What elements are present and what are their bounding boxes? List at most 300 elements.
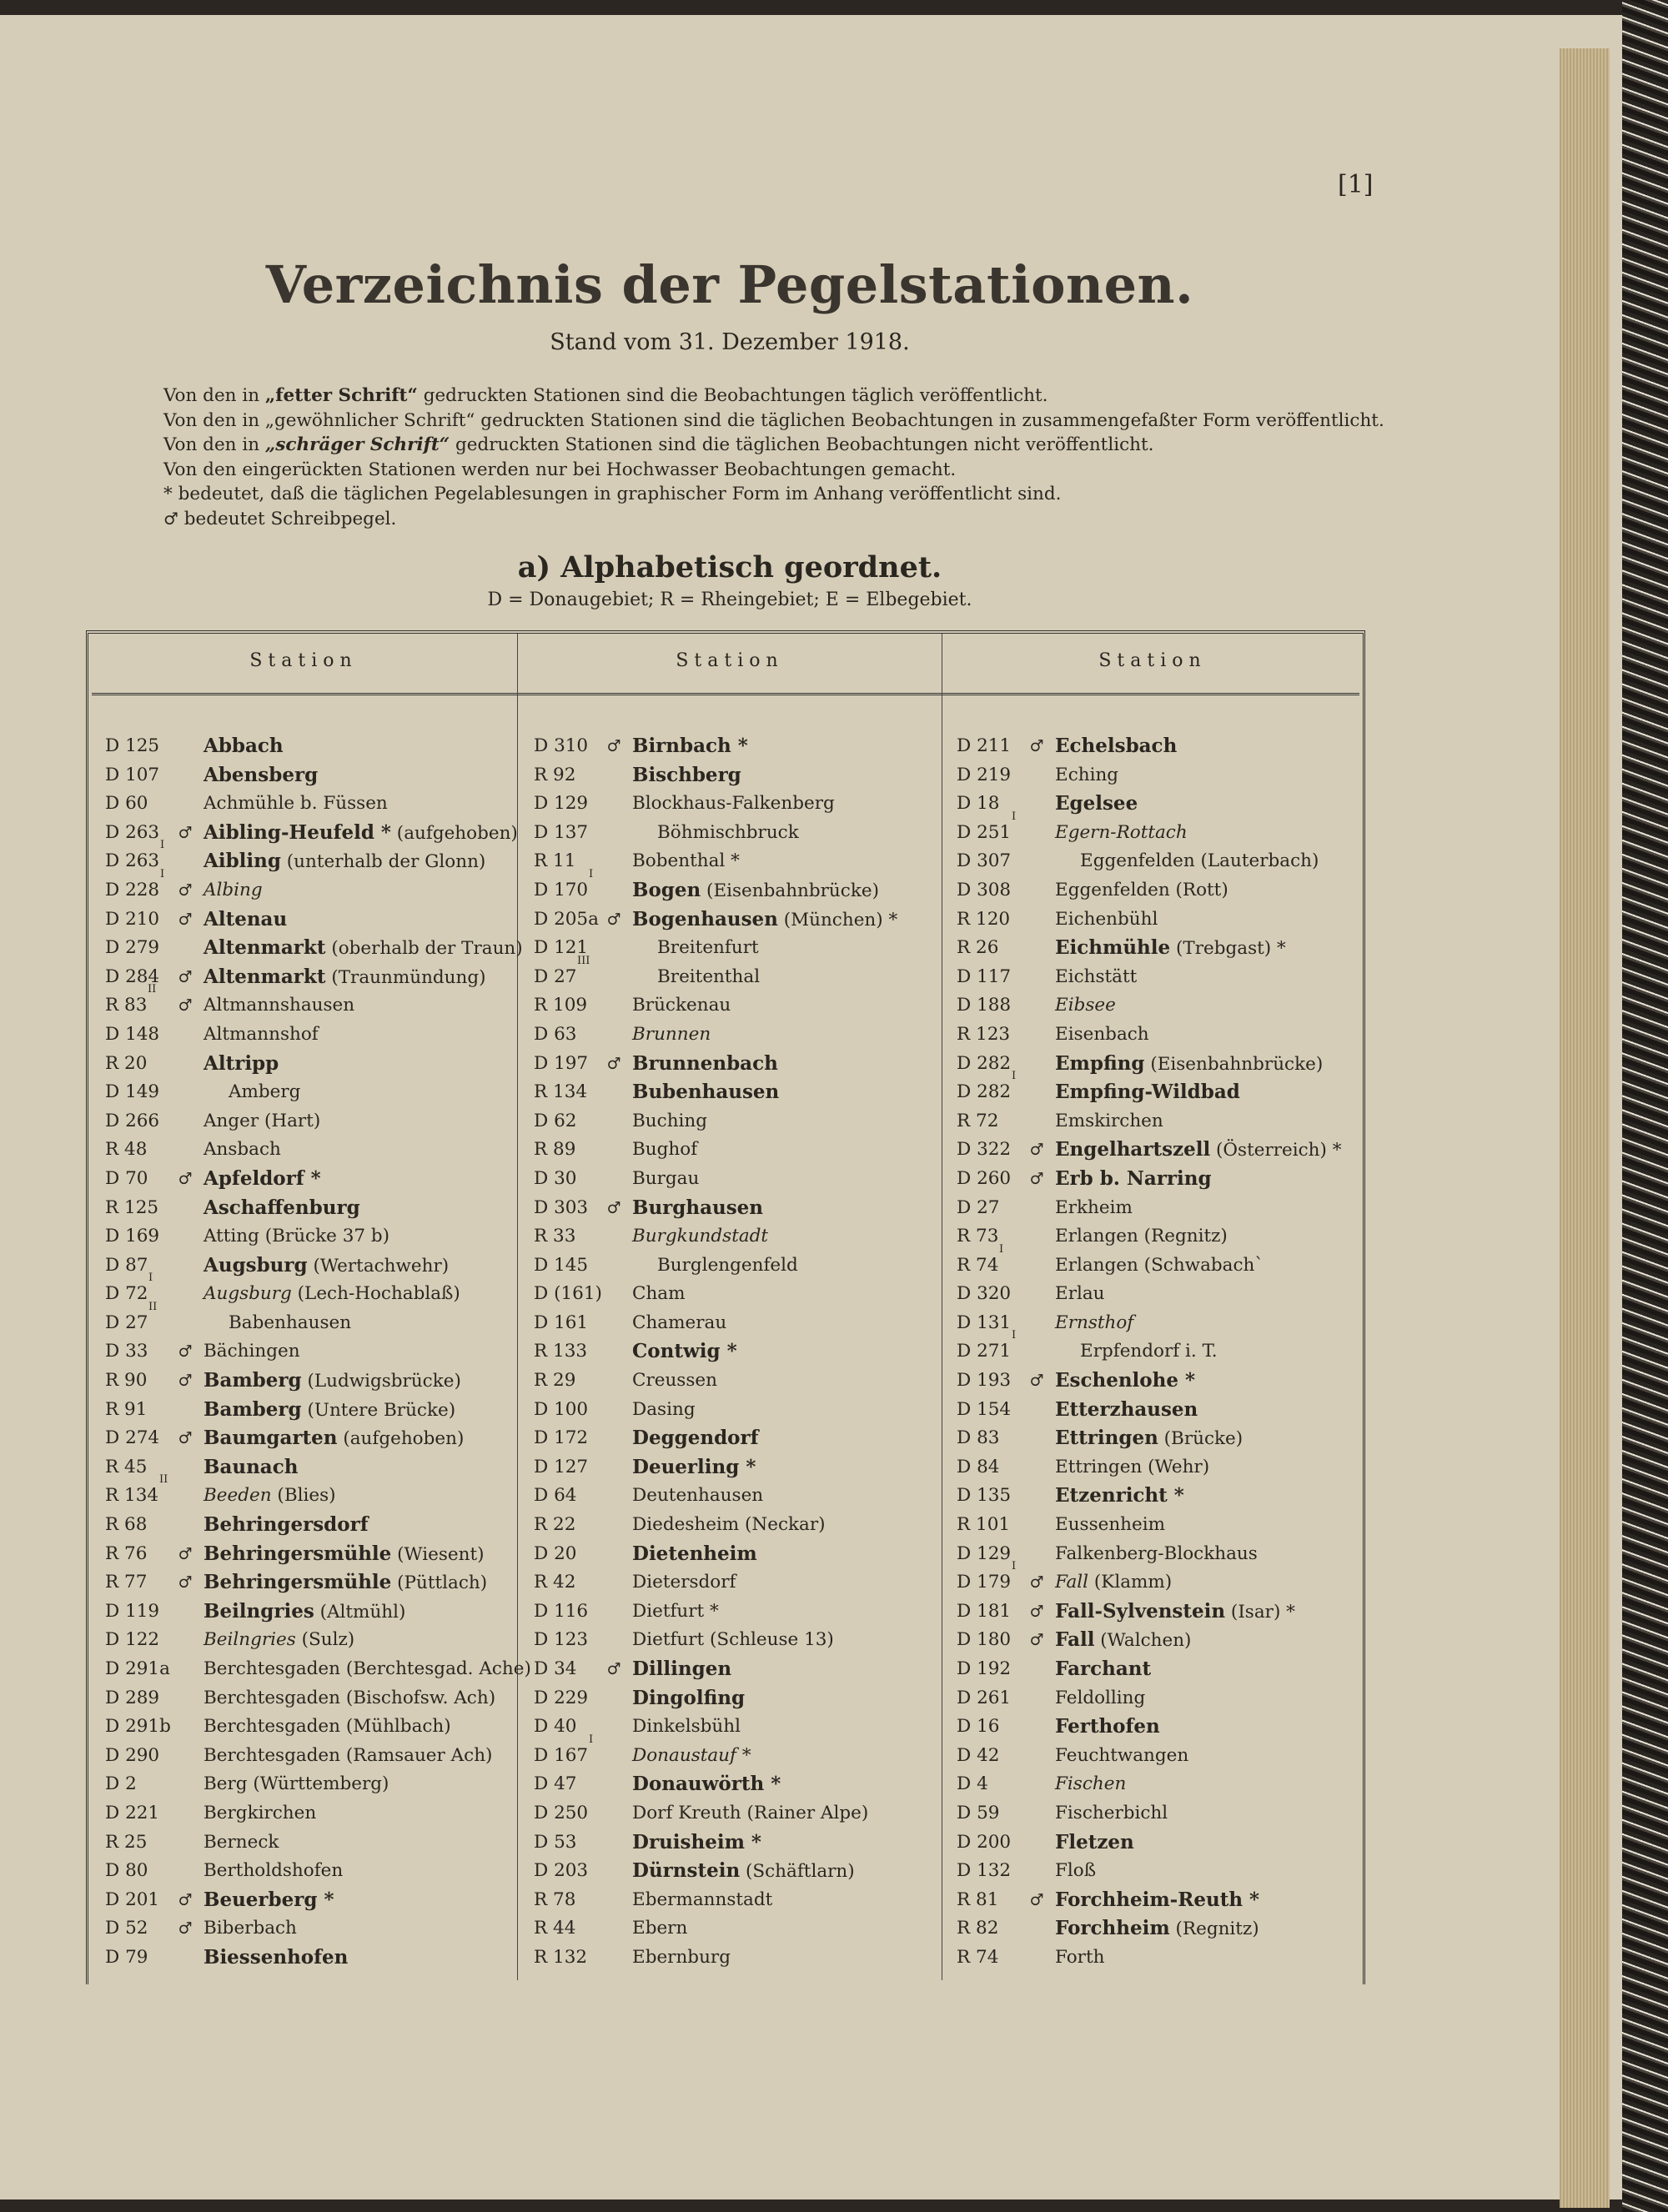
station-row: D 263 I Aibling (unterhalb der Glonn) [105,847,522,876]
station-note: (oberhalb der Traun) [325,938,523,960]
station-code: D 310 [534,735,589,756]
station-name-text: Dasing [632,1398,696,1420]
station-code: D 172 [534,1427,589,1449]
station-name-text: Burgkundstadt [632,1226,769,1247]
station-name-text: Deutenhausen [632,1485,764,1507]
station-row [105,1396,522,1425]
station-name [203,1886,334,1916]
station-row [105,1568,522,1598]
station-code: D 279 [105,937,160,959]
station-name [632,1396,696,1425]
station-row [105,1453,522,1482]
station-name-text: Anger (Hart) [203,1110,321,1131]
station-name [1055,732,1177,762]
station-name [632,1655,731,1685]
station-code: R 44 [534,1918,576,1939]
station-name [632,1222,768,1251]
station-code: D 83 [957,1427,1000,1449]
station-code: R 90 [105,1370,148,1392]
column-header: Station [676,650,784,671]
station-row [957,1367,1374,1396]
station-row [534,1799,951,1828]
station-row [105,1944,522,1973]
station-name [632,1770,781,1800]
station-name-text: Egelsee [1055,792,1138,815]
station-name-text: Fletzen [1055,1830,1134,1853]
station-name-text: Berchtesgaden (Mühlbach) [203,1716,451,1738]
station-name [203,934,523,964]
station-code: D 291a [105,1658,170,1679]
station-row [105,1626,522,1655]
station-name-text: Bischberg [632,763,741,786]
station-name-text: Babenhausen [229,1312,352,1333]
gauge-recorder-icon: ♂ [606,1054,621,1073]
station-note: (Schäftlarn) [740,1861,855,1883]
station-name [203,1742,492,1771]
station-name [1055,1194,1133,1223]
station-name-text: Bächingen [203,1341,300,1362]
gauge-recorder-icon: ♂ [178,1342,193,1362]
station-code: D 179 [957,1572,1012,1593]
station-row [957,1857,1374,1886]
station-name-text: Albing [203,879,263,900]
station-code: D 100 [534,1398,589,1420]
station-name-text: Etterzhausen [1055,1397,1198,1421]
station-row [957,1424,1374,1453]
station-row [105,1078,522,1107]
station-name-text: Erlau [1055,1283,1105,1305]
station-note: (aufgehoben) [337,1428,465,1450]
station-code: D 260 [957,1167,1012,1189]
station-row [105,1337,522,1367]
gauge-recorder-icon: ♂ [1029,737,1044,755]
station-name-text: Diedesheim (Neckar) [632,1514,826,1536]
station-name-text: Altripp [203,1051,279,1075]
station-code: D 72 [105,1283,148,1305]
station-name-text: Engelhartszell [1055,1138,1211,1161]
station-code: D 181 [957,1600,1012,1622]
station-row: D 228 I ♂ Albing [105,876,522,905]
station-name-text: Erlangen (Regnitz) [1055,1226,1228,1247]
station-name [1055,963,1137,992]
station-name [1055,1742,1188,1771]
gauge-recorder-icon: ♂ [1029,1141,1044,1160]
station-row [105,1165,522,1194]
station-name-text: Abbach [203,735,284,757]
station-name [1055,1568,1172,1598]
station-row [534,761,951,790]
station-name [203,1367,461,1397]
station-row [534,934,951,963]
station-name [203,1828,279,1858]
station-name [1055,1655,1151,1685]
station-name [203,1914,297,1944]
station-code: D 123 [534,1629,589,1651]
station-code: R 132 [534,1946,588,1968]
station-name-text: Etzenricht * [1055,1484,1184,1507]
station-name [203,790,388,819]
station-name-text: Altenmarkt [203,936,326,960]
station-code: R 82 [957,1918,999,1939]
station-note: (Brücke) [1158,1428,1243,1450]
station-name [632,790,835,819]
station-name-text: Donaustauf * [632,1744,751,1766]
station-code: D 27 [957,1196,1000,1218]
station-row [957,1482,1374,1511]
station-row [105,790,522,819]
station-column [957,732,1374,1973]
station-note: (Püttlach) [391,1572,488,1594]
station-code: R 26 [957,937,999,959]
station-code: D 203 [534,1860,589,1882]
station-code: D 59 [957,1802,1000,1823]
station-name [203,1021,319,1050]
station-row [957,963,1374,992]
station-name-text: Biessenhofen [203,1945,349,1969]
station-row [957,934,1374,963]
station-name-text: Deuerling * [632,1455,756,1478]
station-name-text: Buching [632,1110,708,1131]
station-name-text: Farchant [1055,1658,1152,1680]
station-name-text: Druisheim * [632,1830,761,1853]
station-row [105,1021,522,1050]
station-name [632,1136,697,1165]
station-row [105,1770,522,1799]
station-code: R 81 [957,1888,999,1910]
station-name-text: Brunnenbach [632,1051,778,1075]
note-line: ♂ bedeutet Schreibpegel. [163,508,397,529]
station-code: D 27 [105,1312,148,1333]
station-code: R 73 [957,1226,999,1247]
gauge-recorder-icon: ♂ [1029,1372,1044,1391]
station-code: D 251 [957,821,1012,843]
station-name [632,1367,717,1396]
station-name-text: Beuerberg * [203,1888,334,1911]
station-row [534,1568,951,1598]
station-name [1055,1021,1149,1050]
page-subtitle: Stand vom 31. Dezember 1918. [550,329,910,355]
gauge-recorder-icon: ♂ [606,1660,621,1678]
station-name [632,1799,868,1828]
station-code: D 116 [534,1600,589,1622]
station-name [229,1078,300,1107]
station-code: D 271 [957,1341,1012,1362]
station-name [657,963,760,992]
station-name [1055,1684,1145,1713]
station-note: (aufgehoben) [390,822,518,844]
station-name [632,1540,757,1570]
station-code: D 62 [534,1110,577,1131]
station-code: D 261 [957,1687,1012,1708]
station-note: (Lech-Hochablaß) [291,1283,460,1305]
gauge-recorder-icon: ♂ [1029,1602,1044,1621]
station-row [105,1050,522,1079]
station-code: D (161) [534,1283,602,1305]
station-code: D 192 [957,1658,1012,1679]
station-code: D 263 [105,850,160,872]
station-name [632,1886,772,1915]
station-name [1055,1540,1258,1569]
station-row [105,1713,522,1742]
station-name [203,1337,300,1367]
station-row [534,1251,951,1281]
station-row [534,1655,951,1684]
note-line: Von den in „gewöhnlicher Schrift“ gedruckten Stationen sind die täglichen Beobachtungen in zusammengefaßter Form veröffentlicht. [163,409,1384,431]
station-row [105,1136,522,1165]
note-line: Von den in „fetter Schrift“ gedruckten Stationen sind die Beobachtungen täglich veröffentlicht. [163,385,1048,406]
station-name-text: Bamberg [203,1397,302,1421]
station-name-text: Creussen [632,1370,717,1392]
station-name [632,1828,761,1858]
station-row [957,1713,1374,1742]
station-code: D 188 [957,995,1012,1016]
station-code: D 291b [105,1716,171,1738]
table-header-divider [92,693,1359,698]
station-row [534,1857,951,1886]
station-row [957,761,1374,790]
station-name [1055,790,1138,820]
station-name-text: Eichstätt [1055,966,1138,987]
station-name [203,819,518,849]
station-name-text: Berchtesgaden (Ramsauer Ach) [203,1744,493,1766]
station-code: D 228 [105,879,160,900]
station-name-text: Bamberg [203,1369,302,1392]
station-row [534,1309,951,1338]
station-code: D 307 [957,850,1012,872]
station-name-text: Eichenbühl [1055,908,1158,930]
station-code: D 107 [105,764,160,785]
station-name-text: Augsburg [203,1253,308,1277]
station-code: D 20 [534,1542,577,1564]
station-name [632,1742,751,1771]
station-code: R 68 [105,1514,148,1536]
station-row [534,819,951,848]
station-code: D 16 [957,1716,1000,1738]
station-name-text: Erb b. Narring [1055,1166,1212,1190]
station-code: D 122 [105,1629,160,1651]
station-name [632,1857,855,1887]
station-name-text: Eggenfelden (Lauterbach) [1080,850,1319,872]
station-code: D 52 [105,1918,148,1939]
station-row [957,1598,1374,1627]
station-row [534,1944,951,1973]
station-name [632,1713,741,1742]
station-code: D 33 [105,1341,148,1362]
station-name-text: Cham [632,1283,686,1305]
station-code: R 42 [534,1572,576,1593]
station-name-text: Apfeldorf * [203,1166,321,1190]
station-name [1055,1251,1264,1281]
page-edge [1560,48,1610,2208]
station-row: R 134 II Beeden (Blies) [105,1482,522,1511]
station-name [1055,1799,1168,1828]
station-note: (Traunmündung) [325,966,486,988]
station-code: D 219 [957,764,1012,785]
station-code: D 170 [534,879,589,900]
station-code: R 45 [105,1456,148,1477]
station-row [105,934,522,963]
station-code: D 169 [105,1226,160,1247]
station-note: (Untere Brücke) [301,1399,456,1421]
station-name-text: Bogenhausen [632,907,778,930]
station-code: D 47 [534,1773,577,1795]
station-code: D 161 [534,1312,589,1333]
station-code: R 25 [105,1831,148,1853]
station-row [534,1280,951,1309]
station-code: D 135 [957,1485,1012,1507]
region-legend: D = Donaugebiet; R = Rheingebiet; E = Elbegebiet. [487,589,972,610]
station-name-text: Brückenau [632,995,731,1016]
station-name [1055,1078,1240,1108]
station-code: D 132 [957,1860,1012,1882]
station-code: D 210 [105,908,160,930]
station-name-text: Eibsee [1055,995,1116,1016]
gauge-recorder-icon: ♂ [178,967,193,986]
gauge-recorder-icon: ♂ [178,996,193,1016]
station-row [957,1944,1374,1973]
station-row [957,1742,1374,1771]
station-code: D 40 [534,1716,577,1738]
station-code: D 282 [957,1052,1012,1074]
book-binding [1622,0,1668,2212]
station-row [105,1251,522,1281]
station-code: D 127 [534,1456,589,1477]
station-row [957,790,1374,819]
station-code: D 42 [957,1744,1000,1766]
station-name-text: Empfing-Wildbad [1055,1081,1240,1104]
station-name-text: Eichmühle [1055,936,1171,960]
station-code: R 22 [534,1514,576,1536]
station-name-text: Eschenlohe * [1055,1369,1196,1392]
station-name [632,1309,726,1338]
station-name [203,1655,531,1684]
station-name-text: Empfing [1055,1051,1145,1075]
station-row [534,1453,951,1482]
station-name-text: Altmannshof [203,1023,319,1045]
station-row [957,876,1374,905]
station-name [632,1337,737,1367]
station-name [203,1222,389,1251]
station-name [203,1770,389,1799]
station-name-text: Eussenheim [1055,1514,1166,1536]
station-code: D 200 [957,1831,1012,1853]
station-name [203,1568,487,1598]
station-row [534,1165,951,1194]
station-name-text: Bughof [632,1139,698,1161]
gauge-recorder-icon: ♂ [1029,1890,1044,1909]
station-name-text: Breitenthal [657,966,761,987]
station-name [1055,1598,1295,1628]
station-name [1055,1280,1105,1309]
station-name [657,1251,798,1281]
station-code: R 109 [534,995,588,1016]
station-name [203,1424,464,1454]
station-name-text: Behringersmühle [203,1542,392,1565]
station-name-text: Baumgarten [203,1427,338,1450]
station-code: D 193 [957,1370,1012,1392]
station-name [632,1021,711,1050]
station-name [1055,1222,1228,1251]
station-row: D 179 I ♂ Fall (Klamm) [957,1568,1374,1598]
station-code: D 322 [957,1139,1012,1161]
station-note: (Klamm) [1088,1572,1173,1593]
station-code: D 221 [105,1802,160,1823]
gauge-recorder-icon: ♂ [606,737,621,755]
station-row: D 271 I Erpfendorf i. T. [957,1337,1374,1367]
station-name [632,1626,834,1655]
station-row [534,1713,951,1742]
section-title: a) Alphabetisch geordnet. [517,550,942,584]
station-code: D 4 [957,1773,988,1795]
station-name-text: Contwig * [632,1340,737,1363]
station-name [1055,1511,1165,1540]
station-name [203,1684,495,1713]
page-title: Verzeichnis der Pegelstationen. [265,254,1194,315]
station-code: D 320 [957,1283,1012,1305]
station-row [534,1886,951,1915]
station-name [1055,761,1118,790]
station-row [957,1684,1374,1713]
gauge-recorder-icon: ♂ [178,910,193,929]
station-name [1055,1828,1134,1858]
station-name [1055,1713,1160,1743]
station-row [534,1337,951,1367]
station-note: (Wertachwehr) [307,1255,450,1277]
station-code: R 125 [105,1196,159,1218]
station-name [632,1453,756,1483]
station-row [534,1107,951,1136]
station-name-text: Dingolfing [632,1686,746,1709]
gauge-recorder-icon: ♂ [178,880,193,900]
station-code: D 30 [534,1167,577,1189]
station-name [632,1684,745,1714]
station-name [203,1944,348,1974]
station-name-text: Berchtesgaden (Berchtesgad. Ache) [203,1658,531,1679]
station-name-text: Ernsthof [1055,1312,1134,1333]
explanatory-notes [163,384,1384,531]
station-name [1055,934,1286,964]
station-row [534,1396,951,1425]
station-row [957,905,1374,935]
station-code: R 11 [534,850,576,872]
station-name [1055,1367,1195,1397]
station-row [534,1914,951,1944]
station-name-text: Bertholdshofen [203,1860,344,1882]
station-name-text: Behringersdorf [203,1513,369,1537]
station-name-text: Forth [1055,1946,1105,1968]
station-row [957,1886,1374,1915]
station-note: (Walchen) [1094,1630,1192,1652]
station-code: D 79 [105,1946,148,1968]
station-code: R 72 [957,1110,999,1131]
station-name-text: Abensberg [203,763,319,786]
station-row [957,1050,1374,1079]
station-name-text: Ansbach [203,1139,281,1161]
station-code: R 120 [957,908,1011,930]
station-name-text: Bubenhausen [632,1081,780,1104]
station-name [203,1857,343,1886]
station-code: D 121 [534,937,589,959]
station-name-text: Berg (Württemberg) [203,1773,389,1795]
station-name-text: Floß [1055,1860,1097,1882]
station-row [957,1828,1374,1858]
station-name [632,1511,826,1540]
station-row [534,1540,951,1569]
station-code: D 137 [534,821,589,843]
station-name-text: Chamerau [632,1312,727,1333]
station-name-text: Donauwörth * [632,1773,781,1796]
station-name [203,1482,336,1511]
